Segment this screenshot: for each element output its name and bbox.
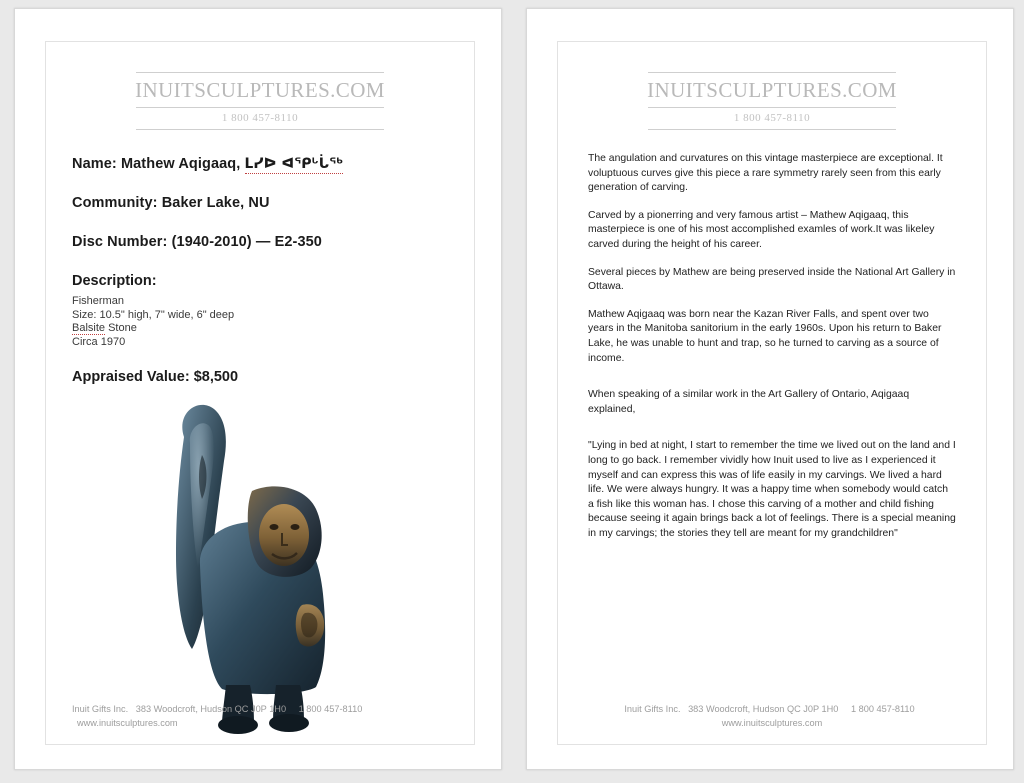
sculpture-eye-left — [270, 524, 279, 530]
document-page-2[interactable] — [526, 8, 1014, 770]
description-line-size: Size: 10.5" high, 7" wide, 6" deep — [72, 308, 235, 321]
letterhead-page-2 — [558, 42, 986, 130]
field-community — [72, 195, 474, 211]
description-lines — [72, 295, 474, 349]
footer-phone: 1 800 457-8110 — [298, 704, 363, 714]
description-material-word: Balsite — [72, 322, 106, 334]
field-community-value: Baker Lake, NU — [161, 195, 270, 211]
footer2-website[interactable]: www.inuitsculptures.com — [721, 718, 823, 728]
paragraph-2: Carved by a pionerring and very famous artist – Mathew Aqigaaq, this masterpiece is one of his most accomplished examles of work.It was likeley carved during the height of his career. — [588, 209, 935, 250]
footer2-address: 383 Woodcroft, Hudson QC J0P 1H0 — [688, 704, 839, 714]
field-name-value: Mathew Aqigaaq, — [120, 156, 241, 172]
field-name-syllabics: ᒪᓯᐅ ᐊᕿᒡᒑᖅ — [244, 156, 344, 172]
sculpture-eye-right — [291, 524, 300, 530]
field-name — [72, 156, 474, 172]
page-2-body — [558, 130, 986, 541]
footer-company: Inuit Gifts Inc. — [72, 704, 129, 714]
letterhead-title: INUITSCULPTURES.COM — [135, 78, 385, 102]
page-2-content-frame — [557, 41, 987, 745]
field-disc-number-label: Disc Number: — [72, 234, 168, 250]
footer2-company: Inuit Gifts Inc. — [624, 704, 681, 714]
field-disc-number — [72, 234, 474, 250]
sculpture-face — [259, 504, 309, 566]
page-1-content-frame — [45, 41, 475, 745]
footer-line-1 — [558, 702, 986, 716]
paragraph-5: When speaking of a similar work in the Art Gallery of Ontario, Aqigaaq explained, — [588, 389, 910, 415]
appraised-value-row — [72, 369, 474, 385]
appraised-value-label: Appraised Value: — [72, 369, 190, 385]
footer2-phone: 1 800 457-8110 — [850, 704, 915, 714]
appraised-value-amount: $8,500 — [193, 369, 239, 385]
description-line-title: Fisherman — [72, 295, 124, 307]
paragraph-3: Several pieces by Mathew are being preserved inside the National Art Gallery in Ottawa. — [588, 266, 956, 293]
footer-website[interactable]: www.inuitsculptures.com — [77, 718, 178, 728]
letterhead2-title: INUITSCULPTURES.COM — [647, 78, 897, 102]
paragraph-6-quote: "Lying in bed at night, I start to remember the time we lived out on the land and I long to go back. I remember vividly how Inuit used to live as I experienced it myself and can express this was of life easily in my carvings. We lived a hard life. We were always hungry. It was a happy time when somebody would catch a fish like this woman has. I chose this carving of a mother and child fishing because seeing it again brings back a lot of feelings. There is a special meaning in my carvings; the stories they tell are meant for my grandchildren" — [588, 440, 956, 539]
letterhead2-phone: 1 800 457-8110 — [733, 112, 811, 124]
paragraph-1: The angulation and curvatures on this vintage masterpiece are exceptional. It voluptuous curves give this piece a rare symmetry rarely seen from this early generation of carving. — [588, 153, 943, 194]
description-line-material: Balsite Stone — [72, 322, 137, 334]
sculpture-child-shadow — [301, 613, 317, 638]
document-page-1[interactable] — [14, 8, 502, 770]
paragraph-4: Mathew Aqigaaq was born near the Kazan River Falls, and spent over two years in the Manitoba sanitorium in the early 1960s. Upon his return to Baker Lake, he was unable to hunt and trap, so he turned to carving as a source of income. — [588, 308, 942, 364]
footer-address: 383 Woodcroft, Hudson QC J0P 1H0 — [135, 704, 287, 714]
field-community-label: Community: — [72, 195, 158, 211]
page-1-body — [46, 130, 474, 740]
footer-line-2 — [558, 716, 986, 730]
sculpture-image-container — [72, 395, 474, 740]
footer-page-1 — [46, 702, 474, 730]
description-line-circa: Circa 1970 — [72, 335, 126, 348]
letterhead-page-1 — [46, 42, 474, 130]
description-heading: Description: — [72, 273, 157, 289]
field-name-label: Name: — [72, 156, 117, 172]
letterhead-phone: 1 800 457-8110 — [221, 112, 299, 124]
footer-page-2 — [558, 702, 986, 730]
sculpture-photo — [164, 395, 394, 735]
field-disc-number-value: (1940-2010) — E2-350 — [171, 234, 322, 250]
